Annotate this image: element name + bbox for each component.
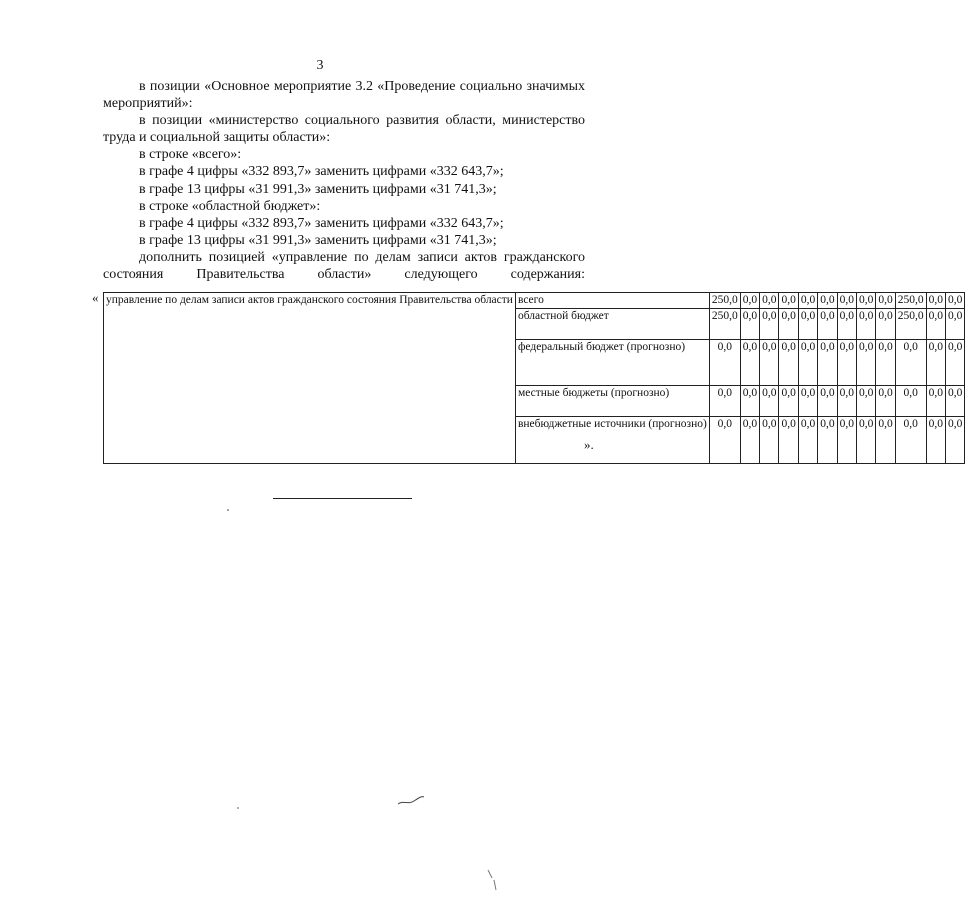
value-cell: 0,0 [798, 417, 817, 464]
value-cell: 0,0 [926, 386, 945, 417]
value-cell: 0,0 [779, 309, 798, 340]
funding-source-cell: внебюджетные источники (прогнозно) [515, 417, 709, 464]
value-cell: 0,0 [856, 417, 875, 464]
value-cell: 0,0 [760, 293, 779, 309]
value-cell: 0,0 [779, 417, 798, 464]
value-cell: 0,0 [818, 340, 837, 386]
value-cell: 0,0 [837, 386, 856, 417]
paragraph-column-4-regional: в графе 4 цифры «332 893,7» заменить цифрами «332 643,7»; [139, 215, 504, 231]
value-cell: 250,0 [709, 293, 740, 309]
paragraph-row-total: в строке «всего»: [139, 147, 242, 163]
value-cell: 0,0 [760, 340, 779, 386]
value-cell: 0,0 [837, 417, 856, 464]
value-cell: 0,0 [856, 309, 875, 340]
value-cell: 0,0 [709, 386, 740, 417]
handwritten-mark-icon [396, 790, 426, 810]
value-cell: 0,0 [740, 417, 759, 464]
value-cell: 0,0 [856, 386, 875, 417]
value-cell: 0,0 [740, 293, 759, 309]
funding-source-cell: областной бюджет [515, 309, 709, 340]
value-cell: 0,0 [798, 309, 817, 340]
paragraph-add-position: дополнить позицией «управление по делам записи актов гражданского состояния Правительства области» следующего содержания: [103, 249, 585, 283]
value-cell: 0,0 [837, 293, 856, 309]
scan-speck [237, 807, 239, 809]
closing-quote: ». [584, 437, 594, 452]
value-cell: 0,0 [876, 340, 895, 386]
value-cell: 0,0 [818, 417, 837, 464]
funding-source-cell: федеральный бюджет (прогнозно) [515, 340, 709, 386]
table-row [104, 293, 965, 309]
value-cell: 0,0 [740, 386, 759, 417]
value-cell: 0,0 [818, 309, 837, 340]
separator-line [273, 498, 412, 499]
value-cell: 0,0 [798, 386, 817, 417]
organization-cell: управление по делам записи актов гражданского состояния Правительства области [104, 293, 516, 464]
value-cell: 0,0 [926, 309, 945, 340]
value-cell: 0,0 [779, 386, 798, 417]
page-number: 3 [316, 58, 324, 73]
value-cell: 0,0 [798, 293, 817, 309]
value-cell: 0,0 [779, 340, 798, 386]
value-cell: 0,0 [926, 340, 945, 386]
value-cell: 0,0 [798, 340, 817, 386]
value-cell: 0,0 [926, 417, 945, 464]
value-cell: 0,0 [945, 386, 964, 417]
value-cell: 0,0 [876, 309, 895, 340]
value-cell: 250,0 [895, 293, 926, 309]
value-cell: 0,0 [709, 417, 740, 464]
value-cell: 0,0 [876, 293, 895, 309]
opening-quote: « [92, 290, 99, 305]
scan-speck [227, 509, 229, 511]
value-cell: 0,0 [895, 340, 926, 386]
funding-source-cell: местные бюджеты (прогнозно) [515, 386, 709, 417]
value-cell: 0,0 [760, 417, 779, 464]
document-body [103, 78, 585, 283]
value-cell: 0,0 [760, 386, 779, 417]
value-cell: 0,0 [818, 293, 837, 309]
funding-source-cell: всего [515, 293, 709, 309]
value-cell: 0,0 [740, 309, 759, 340]
paragraph-ministries: в позиции «министерство социального развития области, министерство труда и социальной защиты области»: [103, 113, 585, 146]
paragraph-row-regional: в строке «областной бюджет»: [139, 198, 321, 214]
value-cell: 0,0 [837, 340, 856, 386]
value-cell: 0,0 [876, 386, 895, 417]
value-cell: 0,0 [876, 417, 895, 464]
value-cell: 0,0 [945, 309, 964, 340]
value-cell: 0,0 [895, 386, 926, 417]
value-cell: 0,0 [945, 340, 964, 386]
paragraph-position-3-2: в позиции «Основное мероприятие 3.2 «Проведение социально значимых мероприятий»: [103, 79, 585, 112]
value-cell: 0,0 [779, 293, 798, 309]
insertion-table [103, 292, 965, 464]
paragraph-column-4: в графе 4 цифры «332 893,7» заменить цифрами «332 643,7»; [139, 164, 504, 180]
value-cell: 0,0 [709, 340, 740, 386]
value-cell: 250,0 [895, 309, 926, 340]
paragraph-column-13: в графе 13 цифры «31 991,3» заменить цифрами «31 741,3»; [139, 181, 497, 197]
value-cell: 250,0 [709, 309, 740, 340]
value-cell: 0,0 [926, 293, 945, 309]
value-cell: 0,0 [760, 309, 779, 340]
value-cell: 0,0 [740, 340, 759, 386]
value-cell: 0,0 [945, 293, 964, 309]
value-cell: 0,0 [837, 309, 856, 340]
value-cell: 0,0 [856, 293, 875, 309]
value-cell: 0,0 [945, 417, 964, 464]
value-cell: 0,0 [856, 340, 875, 386]
value-cell: 0,0 [895, 417, 926, 464]
paragraph-column-13-regional: в графе 13 цифры «31 991,3» заменить цифрами «31 741,3»; [139, 232, 497, 248]
scan-artifact-icon [484, 868, 504, 892]
value-cell: 0,0 [818, 386, 837, 417]
